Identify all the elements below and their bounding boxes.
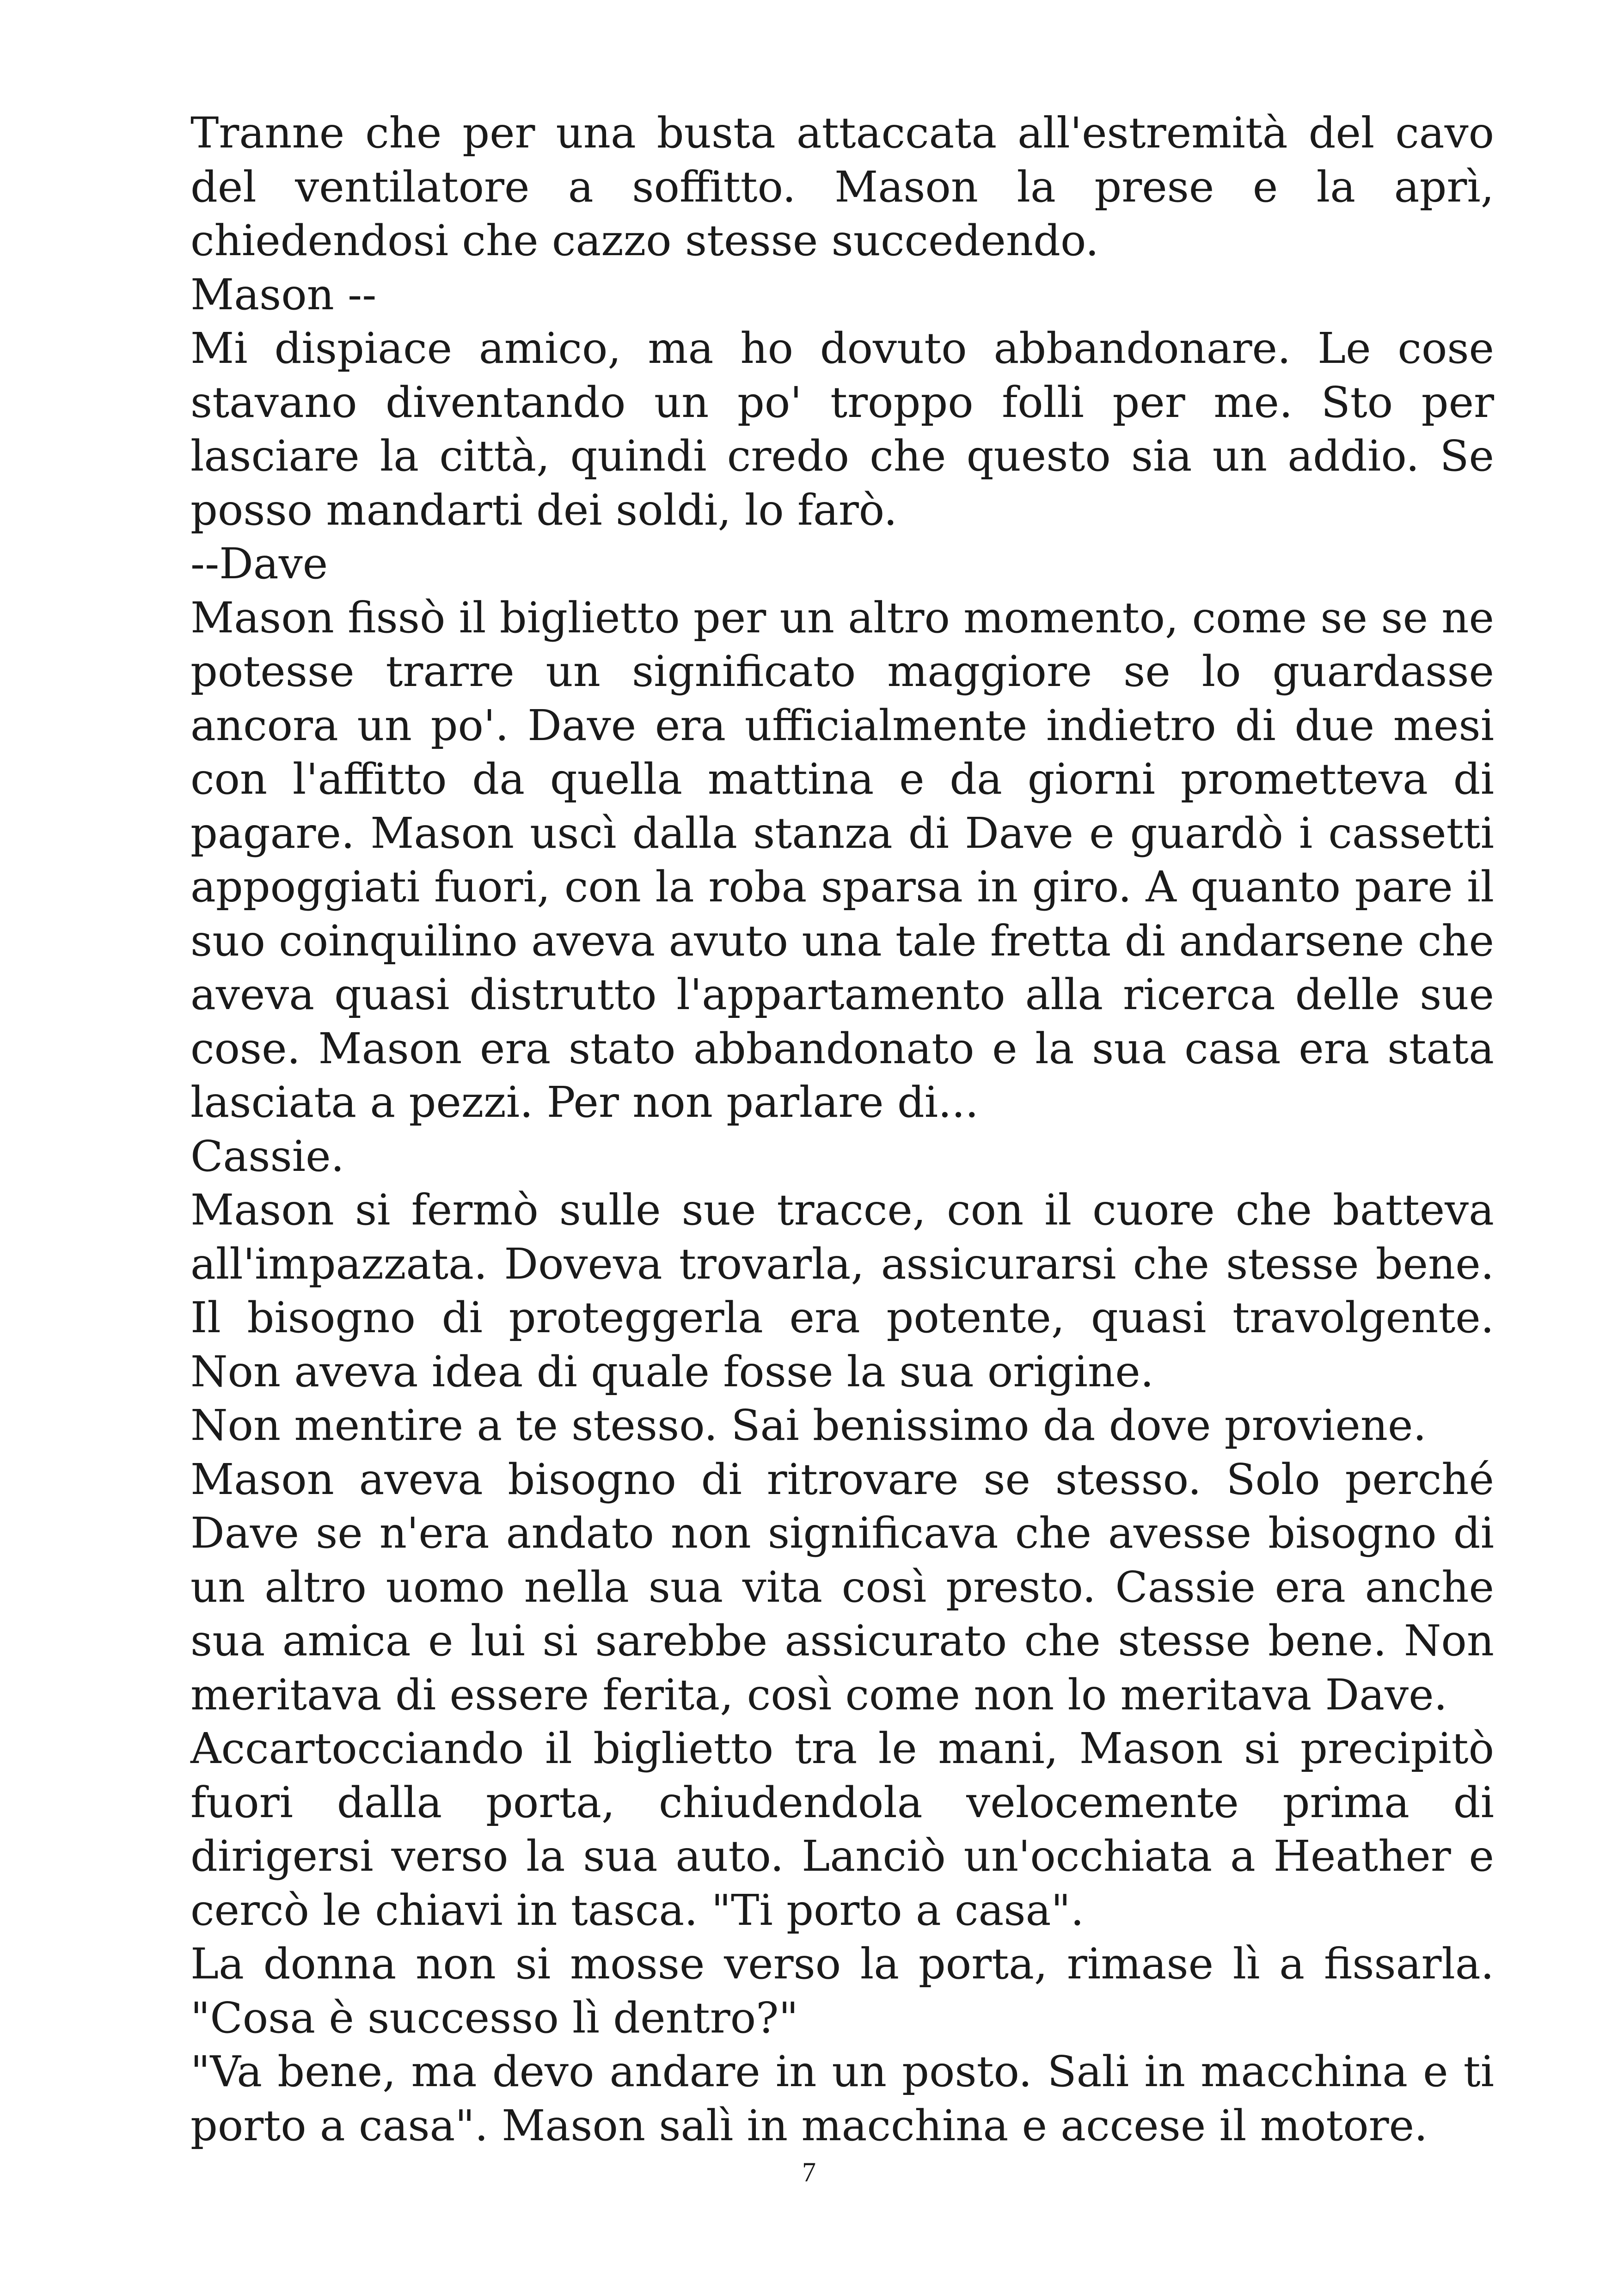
paragraph: Tranne che per una busta attaccata all'estremità del cavo del ventilatore a soffitto. Mason la prese e la aprì, chiedendosi che cazzo stesse succedendo. [190, 108, 1494, 265]
paragraph: Non mentire a te stesso. Sai benissimo da dove proviene. [190, 1401, 1427, 1450]
paragraph: --Dave [190, 539, 328, 588]
paragraph: Cassie. [190, 1131, 344, 1181]
paragraph: Mi dispiace amico, ma ho dovuto abbandonare. Le cose stavano diventando un po' troppo folli per me. Sto per lasciare la città, quindi credo che questo sia un addio. Se posso mandarti dei soldi, lo farò. [190, 324, 1494, 535]
paragraph: Mason -- [190, 269, 377, 319]
paragraph: Mason fissò il biglietto per un altro momento, come se se ne potesse trarre un significato maggiore se lo guardasse ancora un po'. Dave era ufficialmente indietro di due mesi con l'affitto da quella mattina e da giorni prometteva di pagare. Mason uscì dalla stanza di Dave e guardò i cassetti appoggiati fuori, con la roba sparsa in giro. A quanto pare il suo coinquilino aveva avuto una tale fretta di andarsene che aveva quasi distrutto l'appartamento alla ricerca delle sue cose. Mason era stato abbandonato e la sua casa era stata lasciata a pezzi. Per non parlare di... [190, 593, 1494, 1127]
paragraph: Mason aveva bisogno di ritrovare se stesso. Solo perché Dave se n'era andato non significava che avesse bisogno di un altro uomo nella sua vita così presto. Cassie era anche sua amica e lui si sarebbe assicurato che stesse bene. Non meritava di essere ferita, così come non lo meritava Dave. [190, 1454, 1494, 1720]
paragraph: La donna non si mosse verso la porta, rimase lì a fissarla. "Cosa è successo lì dentro?" [190, 1939, 1494, 2043]
page-number: 7 [802, 2157, 816, 2187]
paragraph: Mason si fermò sulle sue tracce, con il cuore che batteva all'impazzata. Doveva trovarla, assicurarsi che stesse bene. Il bisogno di proteggerla era potente, quasi travolgente. Non aveva idea di quale fosse la sua origine. [190, 1185, 1494, 1396]
paragraph: "Va bene, ma devo andare in un posto. Sali in macchina e ti porto a casa". Mason salì in macchina e accese il motore. [190, 2047, 1494, 2150]
body-text [190, 106, 1494, 2153]
paragraph: Accartocciando il biglietto tra le mani, Mason si precipitò fuori dalla porta, chiudendola velocemente prima di dirigersi verso la sua auto. Lanciò un'occhiata a Heather e cercò le chiavi in tasca. "Ti porto a casa". [190, 1724, 1494, 1935]
